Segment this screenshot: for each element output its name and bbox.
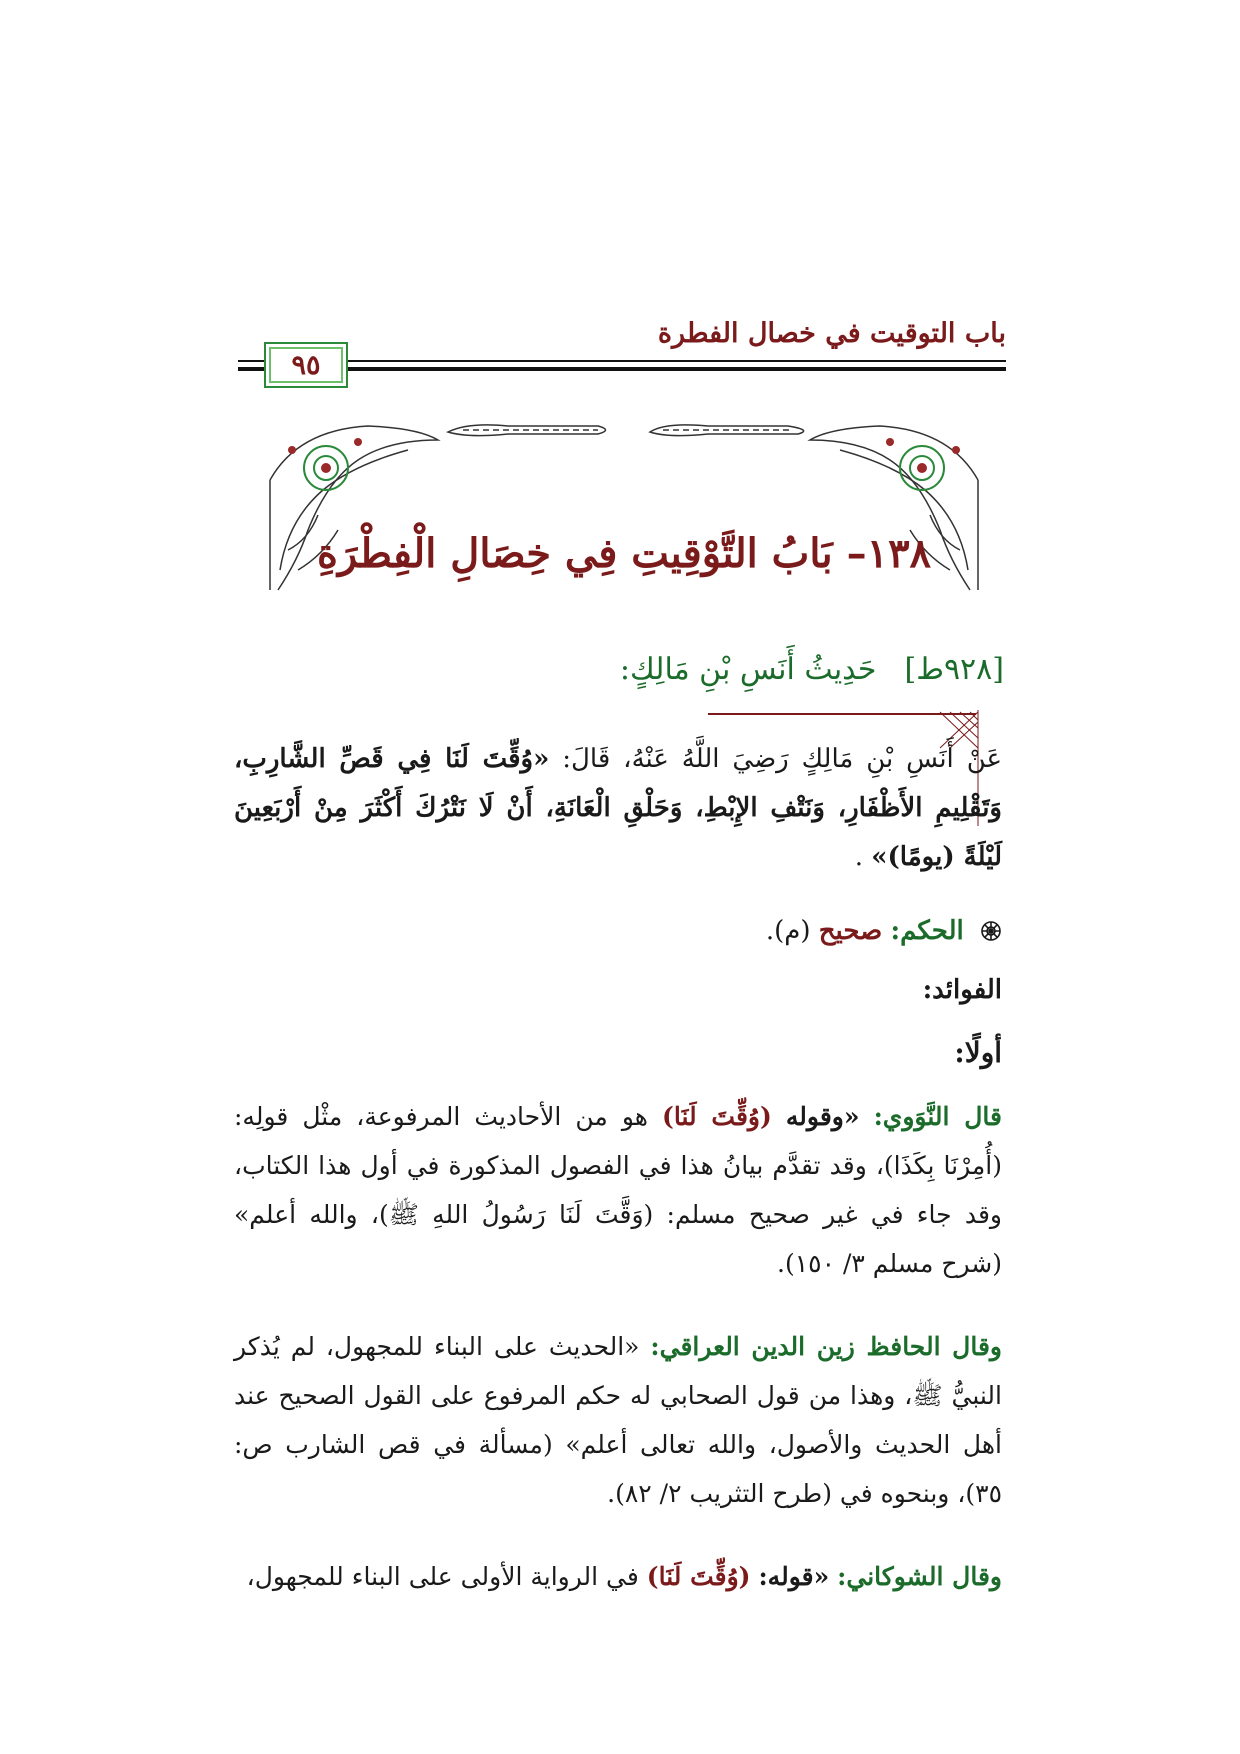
hadith-end: . bbox=[854, 842, 863, 872]
chapter-frame bbox=[268, 420, 980, 595]
rosette-icon bbox=[980, 920, 1002, 942]
paragraph-iraqi bbox=[234, 1322, 1002, 1518]
page-number: ٩٥ bbox=[291, 349, 321, 381]
speaker: وقال الحافظ زين الدين العراقي: bbox=[650, 1332, 1002, 1361]
hadith-quote: «وُقِّتَ لَنَا فِي قَصِّ الشَّارِبِ، وَتَقْلِيمِ الأَظْفَارِ، وَنَتْفِ الإِبْطِ، وَحَلْقِ الْعَانَةِ، أَنْ لَا نَتْرُكَ أَكْثَرَ مِنْ أَرْبَعِينَ لَيْلَةً (يومًا)» bbox=[234, 744, 1002, 872]
chapter-title: ١٣٨– بَابُ التَّوْقِيتِ فِي خِصَالِ الْفِطْرَةِ bbox=[316, 530, 932, 577]
lead: «قوله: bbox=[758, 1562, 830, 1591]
running-header bbox=[238, 318, 1006, 381]
page-number-badge bbox=[264, 342, 348, 388]
paragraph-text: «الحديث على البناء للمجهول، لم يُذكر النبيُّ ﷺ، وهذا من قول الصحابي له حكم المرفوع على القول الصحيح عند أهل الحديث والأصول، والله تعالى أعلم» (مسألة في قص الشارب ص: ٣٥)، وبنحوه في (طرح التثريب ٢/ ٨٢). bbox=[234, 1332, 1002, 1508]
hadith-intro: عَنْ أَنَسِ بْنِ مَالِكٍ رَضِيَ اللَّهُ عَنْهُ، قَالَ: bbox=[562, 744, 1002, 774]
paragraph-text: هو من الأحاديث المرفوعة، مثْل قولِه: (أُمِرْنَا بِكَذَا)، وقد تقدَّم بيانُ هذا في الفصول المذكورة في أول هذا الكتاب، وقد جاء في غير صحيح مسلم: (وَقَّتَ لَنَا رَسُولُ اللهِ ﷺ)، والله أعلم» (شرح مسلم ٣/ ١٥٠). bbox=[234, 1102, 1002, 1278]
ruling-label: الحكم: bbox=[890, 916, 964, 946]
hadith-number: [٩٢٨ط] bbox=[904, 652, 1004, 687]
header-rule-thin bbox=[238, 360, 1006, 362]
lead: «وقوله bbox=[785, 1102, 860, 1131]
hadith-title: حَدِيثُ أَنَسِ بْنِ مَالِكٍ: bbox=[619, 652, 877, 687]
first-label: أولًا: bbox=[954, 1036, 1002, 1069]
speaker: قال النَّوَوي: bbox=[873, 1102, 1002, 1131]
fawaid-label: الفوائد: bbox=[922, 975, 1002, 1005]
paragraph-text: في الرواية الأولى على البناء للمجهول، bbox=[246, 1562, 639, 1591]
hadith-text bbox=[234, 735, 1002, 882]
ruling-line bbox=[766, 916, 1002, 946]
ruling-source: (م). bbox=[765, 916, 811, 946]
speaker: وقال الشوكاني: bbox=[837, 1562, 1002, 1591]
paragraph-nawawi bbox=[234, 1092, 1002, 1288]
running-title: باب التوقيت في خصال الفطرة bbox=[657, 318, 1006, 349]
header-rule-thick bbox=[238, 367, 1006, 371]
quoted-phrase: (وُقِّتَ لَنَا) bbox=[662, 1102, 772, 1131]
ruling-value: صحيح bbox=[818, 916, 883, 946]
hadith-heading bbox=[620, 652, 1004, 687]
paragraph-shawkani bbox=[234, 1552, 1002, 1601]
quoted-phrase: (وُقِّتَ لَنَا) bbox=[646, 1562, 751, 1591]
